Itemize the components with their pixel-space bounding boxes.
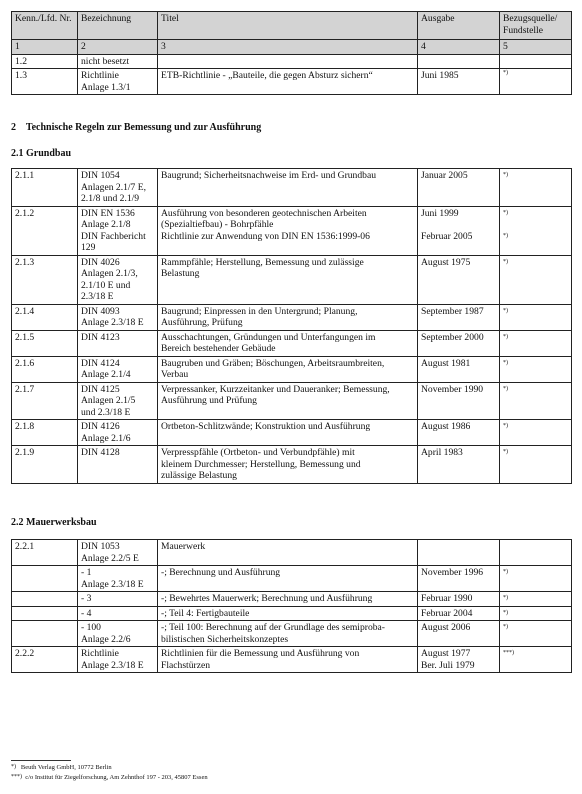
- cell-nr: 2.1.3: [12, 255, 78, 304]
- table-row: [12, 540, 572, 566]
- cell-titel: Ausschachtungen, Gründungen und Unterfangungen im Bereich bestehender Gebäude: [158, 330, 418, 356]
- footnote: [11, 764, 112, 772]
- cell-ref: [500, 382, 572, 420]
- cell-ref: [500, 304, 572, 330]
- grundbau-table: [11, 168, 572, 484]
- col-header-nr: Kenn./Lfd. Nr.: [12, 12, 78, 40]
- cell-ausgabe: August 1975: [418, 255, 500, 304]
- col-number: 5: [500, 40, 572, 55]
- cell-ref: [500, 592, 572, 607]
- table-row: [12, 69, 572, 95]
- footnote-ref: *): [503, 385, 508, 392]
- cell-ausgabe: November 1990: [418, 382, 500, 420]
- col-number: 1: [12, 40, 78, 55]
- cell-ausgabe: November 1996: [418, 566, 500, 592]
- cell-titel: Ausführung von besonderen geotechnischen Arbeiten (Spezialtiefbau) - Bohrpfähle Richtlinie zur Anwendung von DIN EN 1536:1999-06: [158, 206, 418, 255]
- col-header-ausgabe: Ausgabe: [418, 12, 500, 40]
- section-2-1-title: 2.1 Grundbau: [11, 148, 72, 159]
- cell-nr: 2.1.9: [12, 446, 78, 484]
- cell-nr: 2.1.1: [12, 169, 78, 207]
- cell-ausgabe: [418, 540, 500, 566]
- cell-nr: 1.2: [12, 54, 78, 69]
- footnote-ref: *): [503, 359, 508, 366]
- cell-nr: [12, 566, 78, 592]
- cell-bezeichnung: DIN 4126 Anlage 2.1/6: [78, 420, 158, 446]
- cell-nr: 2.1.2: [12, 206, 78, 255]
- grundbau-rows: [12, 169, 572, 484]
- cell-ausgabe: September 2000: [418, 330, 500, 356]
- cell-bezeichnung: DIN EN 1536 Anlage 2.1/8 DIN Fachbericht 129: [78, 206, 158, 255]
- footnote-ref: *): [503, 172, 508, 178]
- cell-nr: [12, 621, 78, 647]
- cell-ausgabe: Februar 2004: [418, 606, 500, 621]
- cell-titel: Baugruben und Gräben; Böschungen, Arbeitsraumbreiten, Verbau: [158, 356, 418, 382]
- cell-ref: [500, 356, 572, 382]
- cell-ref: [500, 206, 572, 255]
- footnote-ref: *): [503, 569, 508, 575]
- cell-ausgabe: August 1981: [418, 356, 500, 382]
- cell-ausgabe: Februar 1990: [418, 592, 500, 607]
- cell-bezeichnung: nicht besetzt: [78, 54, 158, 69]
- cell-bezeichnung: - 100 Anlage 2.2/6: [78, 621, 158, 647]
- cell-nr: 2.1.7: [12, 382, 78, 420]
- cell-ausgabe: August 1977 Ber. Juli 1979: [418, 647, 500, 673]
- cell-nr: 2.1.8: [12, 420, 78, 446]
- cell-titel: Rammpfähle; Herstellung, Bemessung und zulässige Belastung: [158, 255, 418, 304]
- cell-bezeichnung: - 1 Anlage 2.3/18 E: [78, 566, 158, 592]
- footnote-text: c/o Institut für Ziegelforschung, Am Zehnthof 197 - 203, 45807 Essen: [25, 774, 208, 781]
- cell-titel: -; Berechnung und Ausführung: [158, 566, 418, 592]
- table-row: [12, 382, 572, 420]
- cell-ausgabe: August 2006: [418, 621, 500, 647]
- footnote-ref: ***): [503, 650, 514, 656]
- table-row: [12, 356, 572, 382]
- cell-bezeichnung: DIN 1053 Anlage 2.2/5 E: [78, 540, 158, 566]
- table-row: [12, 647, 572, 673]
- cell-ref: [500, 606, 572, 621]
- cell-bezeichnung: - 3: [78, 592, 158, 607]
- cell-bezeichnung: DIN 1054 Anlagen 2.1/7 E, 2.1/8 und 2.1/9: [78, 169, 158, 207]
- cell-ref: [500, 647, 572, 673]
- cell-ref: [500, 54, 572, 69]
- cell-ausgabe: Juni 1999 Februar 2005: [418, 206, 500, 255]
- cell-ausgabe: September 1987: [418, 304, 500, 330]
- cell-ref: [500, 446, 572, 484]
- cell-ausgabe: Juni 1985: [418, 69, 500, 95]
- cell-titel: Verpresspfähle (Ortbeton- und Verbundpfähle) mit kleinem Durchmesser; Herstellung, Bemessung und zulässige Belastung: [158, 446, 418, 484]
- table-row: [12, 304, 572, 330]
- cell-bezeichnung: - 4: [78, 606, 158, 621]
- table-row: [12, 330, 572, 356]
- footnote-mark: *): [11, 764, 16, 770]
- cell-ref: [500, 255, 572, 304]
- footnote-ref: *): [503, 70, 508, 76]
- mauerwerk-rows: [12, 540, 572, 673]
- cell-nr: 2.2.1: [12, 540, 78, 566]
- cell-bezeichnung: DIN 4125 Anlagen 2.1/5 und 2.3/18 E: [78, 382, 158, 420]
- cell-ausgabe: August 1986: [418, 420, 500, 446]
- footnote-mark: ***): [11, 774, 22, 780]
- cell-bezeichnung: Richtlinie Anlage 2.3/18 E: [78, 647, 158, 673]
- footnote-ref: *): [503, 333, 508, 340]
- cell-bezeichnung: DIN 4128: [78, 446, 158, 484]
- header-table: [11, 11, 572, 95]
- cell-titel: Richtlinien für die Bemessung und Ausführung von Flachstürzen: [158, 647, 418, 673]
- table-row: [12, 592, 572, 607]
- cell-nr: [12, 606, 78, 621]
- cell-nr: 2.2.2: [12, 647, 78, 673]
- cell-nr: 2.1.6: [12, 356, 78, 382]
- cell-titel: Ortbeton-Schlitzwände; Konstruktion und Ausführung: [158, 420, 418, 446]
- cell-titel: -; Teil 100: Berechnung auf der Grundlage des semiproba- bilistischen Sicherheitskonzeptes: [158, 621, 418, 647]
- table-row: [12, 621, 572, 647]
- footnote-ref: *): [503, 595, 508, 601]
- table-row: [12, 446, 572, 484]
- col-header-bezeichnung: Bezeichnung: [78, 12, 158, 40]
- cell-ref: [500, 420, 572, 446]
- footnote-ref: *): [503, 258, 508, 265]
- col-number: 2: [78, 40, 158, 55]
- footnote-text: Beuth Verlag GmbH, 10772 Berlin: [20, 764, 112, 771]
- footnote-divider: [11, 760, 71, 761]
- cell-nr: 2.1.4: [12, 304, 78, 330]
- table-row: [12, 206, 572, 255]
- cell-ref: [500, 540, 572, 566]
- cell-ref: [500, 621, 572, 647]
- table-row: [12, 255, 572, 304]
- table-row: [12, 566, 572, 592]
- footnote-ref: *): [503, 609, 508, 616]
- section-2-2-title: 2.2 Mauerwerksbau: [11, 517, 97, 528]
- cell-titel: -; Bewehrtes Mauerwerk; Berechnung und Ausführung: [158, 592, 418, 607]
- cell-bezeichnung: Richtlinie Anlage 1.3/1: [78, 69, 158, 95]
- col-number: 4: [418, 40, 500, 55]
- cell-ausgabe: Januar 2005: [418, 169, 500, 207]
- cell-ref: [500, 330, 572, 356]
- cell-titel: ETB-Richtlinie - „Bauteile, die gegen Absturz sichern“: [158, 69, 418, 95]
- col-header-titel: Titel: [158, 12, 418, 40]
- cell-titel: Verpressanker, Kurzzeitanker und Daueranker; Bemessung, Ausführung und Prüfung: [158, 382, 418, 420]
- number-row: [12, 40, 572, 55]
- section-2-title: 2 Technische Regeln zur Bemessung und zur Ausführung: [11, 122, 262, 133]
- cell-titel: -; Teil 4: Fertigbauteile: [158, 606, 418, 621]
- footnote-ref: *): [503, 307, 508, 314]
- cell-titel: Mauerwerk: [158, 540, 418, 566]
- cell-bezeichnung: DIN 4026 Anlagen 2.1/3, 2.1/10 E und 2.3/18 E: [78, 255, 158, 304]
- footnote-ref: *): [503, 423, 508, 429]
- table-row: [12, 606, 572, 621]
- cell-bezeichnung: DIN 4123: [78, 330, 158, 356]
- cell-nr: [12, 592, 78, 607]
- table-row: [12, 54, 572, 69]
- cell-nr: 2.1.5: [12, 330, 78, 356]
- footnote: [11, 774, 208, 782]
- col-number: 3: [158, 40, 418, 55]
- cell-titel: Baugrund; Einpressen in den Untergrund; Planung, Ausführung, Prüfung: [158, 304, 418, 330]
- footnote-ref: *): [503, 624, 508, 630]
- cell-bezeichnung: DIN 4093 Anlage 2.3/18 E: [78, 304, 158, 330]
- cell-ausgabe: April 1983: [418, 446, 500, 484]
- cell-ausgabe: [418, 54, 500, 69]
- col-header-bezugsquelle: Bezugsquelle/ Fundstelle: [500, 12, 572, 40]
- cell-ref: [500, 69, 572, 95]
- cell-ref: [500, 566, 572, 592]
- cell-nr: 1.3: [12, 69, 78, 95]
- footnote-ref: *) *): [503, 209, 508, 239]
- footnote-ref: *): [503, 449, 508, 455]
- cell-titel: Baugrund; Sicherheitsnachweise im Erd- und Grundbau: [158, 169, 418, 207]
- table-row: [12, 169, 572, 207]
- cell-ref: [500, 169, 572, 207]
- cell-bezeichnung: DIN 4124 Anlage 2.1/4: [78, 356, 158, 382]
- table-row: [12, 420, 572, 446]
- header-row: [12, 12, 572, 40]
- cell-titel: [158, 54, 418, 69]
- mauerwerk-table: [11, 539, 572, 673]
